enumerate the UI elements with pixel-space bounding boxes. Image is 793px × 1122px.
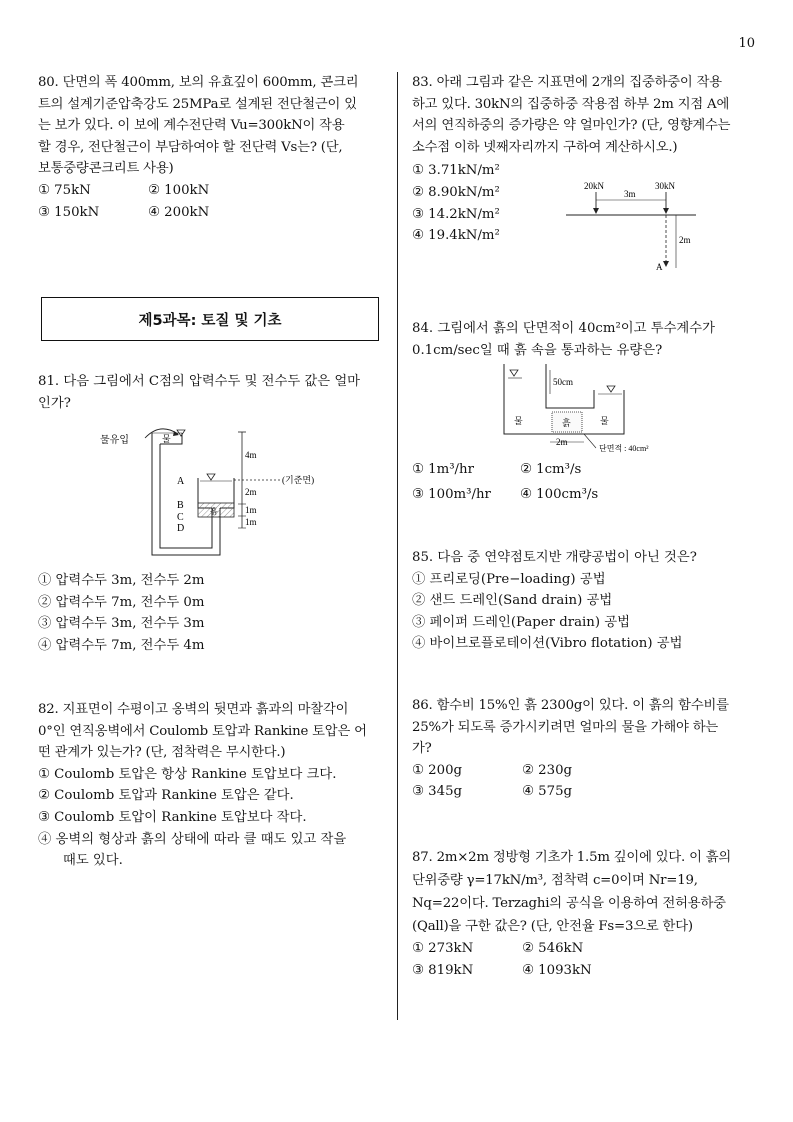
- load-arrow-1-icon: [593, 208, 599, 214]
- q87-options-row-2: [412, 960, 756, 982]
- q81-option-4[interactable]: ④ 압력수두 7m, 전수두 4m: [38, 637, 205, 653]
- inflow-label: 물유입: [100, 435, 129, 446]
- section-title: 제5과목: 토질 및 기초: [138, 312, 282, 329]
- q80-option-1[interactable]: ① 75kN: [38, 182, 91, 198]
- q80-options-row-2: [38, 202, 381, 224]
- q83-line-1: 83. 아래 그림과 같은 지표면에 2개의 집중하중이 작용: [412, 75, 722, 90]
- point-d: D: [177, 523, 185, 534]
- q86-options-row-1: [412, 760, 756, 782]
- q80-line-4: 할 경우, 전단철근이 부담하여야 할 전단력 Vs는? (단,: [38, 139, 343, 155]
- q81-option-2[interactable]: ② 압력수두 7m, 전수두 0m: [38, 594, 205, 610]
- question-81: [38, 371, 381, 414]
- q84-line-2: 0.1cm/sec일 때 흙 속을 통과하는 유량은?: [412, 342, 663, 358]
- q86-option-2[interactable]: ② 230g: [522, 762, 573, 778]
- water-level-right-icon: [607, 386, 615, 392]
- q80-option-4[interactable]: ④ 200kN: [148, 204, 210, 220]
- head-50cm: 50cm: [553, 377, 573, 387]
- q87-line-1: 87. 2m×2m 정방형 기초가 1.5m 깊이에 있다. 이 흙의: [412, 850, 732, 865]
- q81-line-2: 인가?: [38, 395, 71, 411]
- load-30kn: 30kN: [655, 181, 675, 191]
- question-87: [412, 846, 756, 981]
- point-a: A: [177, 476, 185, 487]
- q81-line-1: 81. 다음 그림에서 C점의 압력수두 및 전수두 값은 얼마: [38, 374, 361, 389]
- question-80: [38, 72, 381, 223]
- q83-line-2: 하고 있다. 30kN의 집중하중 작용점 하부 2m 지점 A에: [412, 96, 730, 112]
- load-arrow-2-icon: [663, 208, 669, 214]
- question-85: [412, 547, 756, 655]
- q82-option-2[interactable]: ② Coulomb 토압과 Rankine 토압은 같다.: [38, 788, 294, 804]
- column-divider: [397, 72, 398, 1020]
- q80-option-2[interactable]: ② 100kN: [148, 182, 210, 198]
- q84-figure: [500, 364, 680, 458]
- q85-line-1: 85. 다음 중 연약점토지반 개량공법이 아닌 것은?: [412, 550, 697, 565]
- question-84: [412, 318, 756, 361]
- question-82: [38, 699, 381, 872]
- area-label: 단면적 : 40cm²: [599, 444, 649, 453]
- q80-line-3: 는 보가 있다. 이 보에 계수전단력 Vu=300kN이 작용: [38, 118, 345, 134]
- soil-label: 흙: [210, 507, 218, 516]
- q82-option-1[interactable]: ① Coulomb 토압은 항상 Rankine 토압보다 크다.: [38, 766, 337, 782]
- q84-option-4[interactable]: ④ 100cm³/s: [520, 486, 599, 502]
- q82-option-4[interactable]: ④ 옹벽의 형상과 흙의 상태에 따라 클 때도 있고 작을: [38, 831, 347, 847]
- q81-option-3[interactable]: ③ 압력수두 3m, 전수두 3m: [38, 616, 205, 632]
- q82-line-1: 82. 지표면이 수평이고 옹벽의 뒷면과 흙과의 마찰각이: [38, 702, 349, 717]
- q86-option-4[interactable]: ④ 575g: [522, 784, 573, 800]
- q81-figure: [100, 420, 340, 570]
- q86-line-2: 25%가 되도록 증가시키려면 얼마의 물을 가해야 하는: [412, 719, 719, 735]
- q83-option-3[interactable]: ③ 14.2kN/m²: [412, 206, 500, 222]
- q80-options-row-1: [38, 180, 381, 202]
- q87-option-4[interactable]: ④ 1093kN: [522, 962, 592, 978]
- q82-option-4-cont: 때도 있다.: [63, 853, 123, 869]
- q87-line-2: 단위중량 γ=17kN/m³, 점착력 c=0이며 Nr=19,: [412, 873, 698, 888]
- q83-option-1[interactable]: ① 3.71kN/m²: [412, 163, 500, 179]
- q81-options: [38, 570, 381, 656]
- q83-line-3: 서의 연직하중의 증가량은 약 얼마인가? (단, 영향계수는: [412, 118, 731, 134]
- q86-option-3[interactable]: ③ 345g: [412, 784, 463, 800]
- q86-line-3: 가?: [412, 741, 432, 757]
- q85-option-3[interactable]: ③ 페이퍼 드레인(Paper drain) 공법: [412, 614, 630, 630]
- q87-line-3: Nq=22이다. Terzaghi의 공식을 이용하여 전허용하중: [412, 896, 726, 911]
- q84-line-1: 84. 그림에서 흙의 단면적이 40cm²이고 투수계수가: [412, 321, 715, 336]
- spacing-3m: 3m: [624, 189, 636, 199]
- q84-options: [412, 459, 756, 505]
- q84-option-3[interactable]: ③ 100m³/hr: [412, 486, 491, 502]
- length-2m: 2m: [556, 437, 568, 447]
- q83-option-4[interactable]: ④ 19.4kN/m²: [412, 228, 500, 244]
- q84-options-row-1: [412, 459, 756, 481]
- q86-options-row-2: [412, 781, 756, 803]
- point-a-label: A: [656, 262, 663, 272]
- q87-option-1[interactable]: ① 273kN: [412, 941, 474, 956]
- q87-option-2[interactable]: ② 546kN: [522, 941, 584, 956]
- page-number: 10: [738, 36, 755, 51]
- q81-option-1[interactable]: ① 압력수두 3m, 전수두 2m: [38, 573, 205, 588]
- q84-option-1[interactable]: ① 1m³/hr: [412, 462, 474, 477]
- dim-1m-a: 1m: [245, 505, 257, 515]
- water-level-a-icon: [207, 474, 215, 480]
- q85-option-2[interactable]: ② 샌드 드레인(Sand drain) 공법: [412, 593, 613, 609]
- section-title-box: [41, 297, 379, 341]
- water-right-label: 물: [600, 416, 609, 426]
- dim-1m-b: 1m: [245, 517, 257, 527]
- q82-line-3: 떤 관계가 있는가? (단, 점착력은 무시한다.): [38, 745, 286, 761]
- q87-line-4: (Qall)을 구한 값은? (단, 안전율 Fs=3으로 한다): [412, 919, 693, 934]
- question-86: [412, 695, 756, 803]
- point-c: C: [177, 512, 184, 523]
- q86-option-1[interactable]: ① 200g: [412, 762, 463, 778]
- q82-option-3[interactable]: ③ Coulomb 토압이 Rankine 토압보다 작다.: [38, 809, 307, 825]
- q80-line-5: 보통중량콘크리트 사용): [38, 161, 174, 177]
- q86-line-1: 86. 함수비 15%인 흙 2300g이 있다. 이 흙의 함수비를: [412, 698, 729, 713]
- q83-figure: [562, 178, 702, 274]
- q80-line-2: 트의 설계기준압축강도 25MPa로 설계된 전단철근이 있: [38, 96, 357, 112]
- water-left-label: 물: [514, 416, 523, 426]
- q84-options-row-2: [412, 484, 756, 506]
- water-level-left-icon: [510, 370, 518, 376]
- q83-line-4: 소수점 이하 넷째자리까지 구하여 계산하시오.): [412, 139, 678, 155]
- q85-option-1[interactable]: ① 프리로딩(Pre−loading) 공법: [412, 571, 606, 587]
- load-20kn: 20kN: [584, 181, 604, 191]
- q82-line-2: 0°인 연직옹벽에서 Coulomb 토압과 Rankine 토압은 어: [38, 723, 367, 739]
- q80-option-3[interactable]: ③ 150kN: [38, 204, 100, 220]
- dim-2m: 2m: [245, 487, 257, 497]
- point-b: B: [177, 500, 184, 511]
- q87-options-row-1: [412, 938, 756, 960]
- q83-option-2[interactable]: ② 8.90kN/m²: [412, 184, 500, 200]
- depth-2m: 2m: [679, 235, 691, 245]
- q87-option-3[interactable]: ③ 819kN: [412, 962, 474, 978]
- dim-4m: 4m: [245, 450, 257, 460]
- q80-line-1: 80. 단면의 폭 400mm, 보의 유효깊이 600mm, 콘크리: [38, 75, 359, 90]
- datum-label: (기준면): [282, 475, 315, 485]
- q85-option-4[interactable]: ④ 바이브로플로테이션(Vibro flotation) 공법: [412, 636, 683, 652]
- soil-label: 흙: [562, 418, 571, 428]
- q84-option-2[interactable]: ② 1cm³/s: [520, 462, 582, 477]
- water-label: 물: [162, 434, 171, 444]
